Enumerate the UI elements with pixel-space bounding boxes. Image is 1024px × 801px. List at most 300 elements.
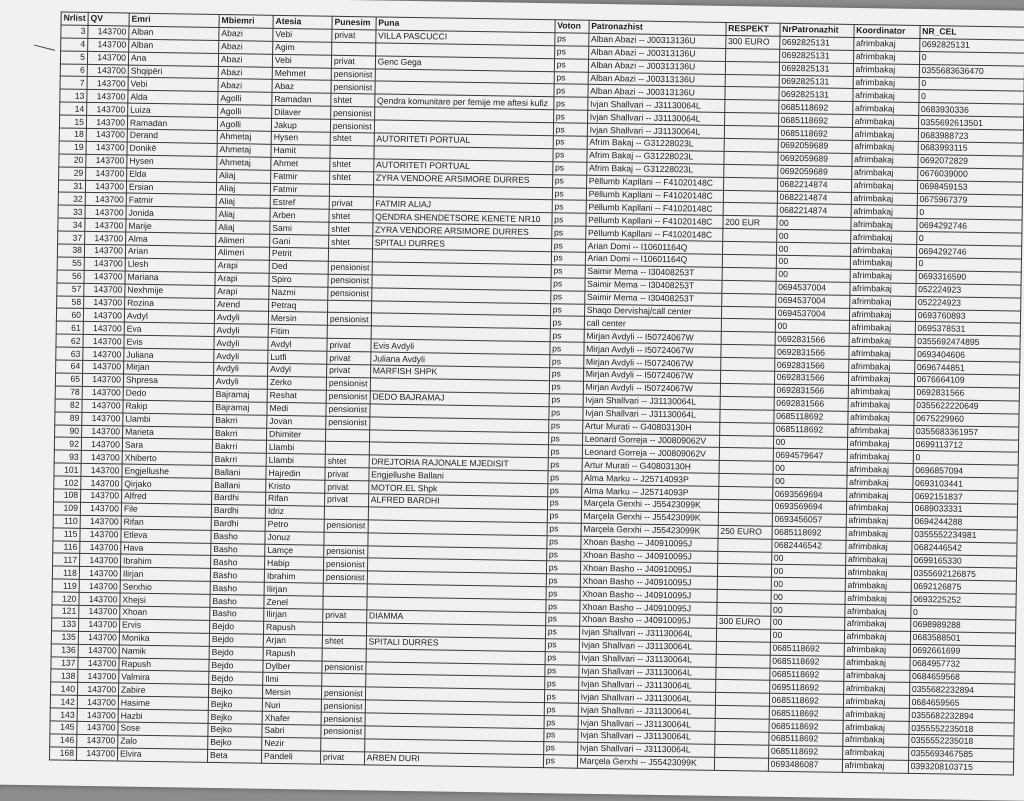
table-cell: ps	[545, 664, 579, 677]
table-cell: Xhoan Basho -- J40910095J	[580, 600, 717, 615]
table-cell: Hysen	[271, 131, 330, 145]
table-cell: ps	[552, 174, 586, 187]
table-cell: Ivjan Shallvari -- J31130064L	[579, 626, 716, 641]
table-cell: 56	[57, 270, 84, 283]
table-cell: Lutfi	[268, 350, 327, 364]
column-header: Nrlist	[61, 12, 88, 25]
table-cell: 143700	[82, 412, 123, 426]
table-cell: 0689033331	[912, 502, 1017, 517]
table-cell: Mersin	[262, 686, 321, 700]
table-cell: Artur Murati -- G40803130H	[582, 420, 719, 435]
table-cell: 052224923	[916, 283, 1021, 298]
table-cell: afrimbakaj	[844, 656, 910, 670]
table-cell: ps	[553, 97, 587, 110]
table-cell: ps	[554, 33, 588, 46]
table-cell: Afrim Bakaj -- G31228023L	[586, 162, 723, 177]
table-cell: Ahmetaj	[217, 130, 271, 144]
table-cell: Ivjan Shallvari -- J31130064L	[577, 729, 714, 744]
table-cell: 31	[58, 180, 85, 193]
table-cell: Mirjan Avdyli -- I50724067W	[584, 330, 721, 345]
table-cell: 0	[913, 451, 1018, 466]
table-cell: 143700	[79, 567, 120, 581]
table-cell: Avdyli	[214, 350, 268, 364]
table-cell: shtet	[329, 222, 373, 236]
table-cell	[722, 267, 776, 281]
table-cell: ps	[544, 703, 578, 716]
table-cell: 119	[52, 579, 79, 592]
table-cell: 0393208103715	[908, 760, 1013, 775]
table-cell: Nazmi	[269, 286, 328, 300]
table-cell: shtet	[322, 635, 366, 649]
table-cell: Arian Domi -- I10601164Q	[585, 252, 722, 267]
table-cell: 0694244288	[912, 515, 1017, 530]
column-header: Emri	[129, 13, 219, 27]
table-cell: Valmira	[119, 670, 209, 684]
table-cell: 0	[919, 77, 1024, 92]
table-cell	[724, 126, 778, 140]
table-cell: privat	[325, 480, 369, 494]
table-cell: Ahmetaj	[217, 143, 271, 157]
table-cell: Llambi	[266, 441, 325, 455]
table-cell: Habip	[264, 557, 323, 571]
table-cell: Gani	[270, 234, 329, 248]
table-cell	[714, 757, 768, 771]
table-cell	[719, 474, 773, 488]
table-cell: pensionist	[328, 274, 372, 288]
table-cell	[327, 326, 371, 340]
table-cell: Ballani	[212, 466, 266, 480]
table-cell: ps	[548, 458, 582, 471]
table-cell	[721, 319, 775, 333]
table-cell: Xhoan Basho -- J40910095J	[579, 613, 716, 628]
table-cell: 0683988723	[918, 129, 1023, 144]
table-cell: Ivjan Shallvari -- J31130064L	[578, 678, 715, 693]
table-cell: ps	[543, 742, 577, 755]
table-cell: 143700	[85, 193, 126, 207]
table-cell: 0685118692	[778, 126, 852, 140]
table-cell: Aliaj	[217, 169, 271, 183]
table-cell: shtet	[330, 132, 374, 146]
table-cell: privat	[327, 351, 371, 365]
table-cell: 143700	[80, 515, 121, 529]
table-cell: Vebi	[128, 78, 218, 92]
table-cell	[323, 583, 367, 597]
table-cell: 143700	[83, 335, 124, 349]
table-cell: Ilirjan	[264, 582, 323, 596]
column-header: Patronazhist	[589, 20, 726, 35]
table-cell: Pëllumb Kapllani -- F41020148C	[586, 188, 723, 203]
table-cell: 0694292746	[917, 219, 1022, 234]
table-cell: Avdyli	[214, 337, 268, 351]
table-cell: Bardhi	[211, 517, 265, 531]
table-cell: 143700	[81, 489, 122, 503]
table-cell: Leonard Gorreja -- J00809062V	[582, 433, 719, 448]
table-cell: 0692661699	[910, 644, 1015, 659]
table-cell: 116	[53, 540, 80, 553]
table-cell: Medi	[267, 402, 326, 416]
table-cell: shtet	[330, 158, 374, 172]
table-cell: 143700	[88, 25, 129, 39]
table-cell: Arben	[270, 209, 329, 223]
table-cell: pensionist	[321, 686, 365, 700]
table-cell: afrimbakaj	[844, 630, 910, 644]
table-cell: afrimbakaj	[851, 192, 917, 206]
table-cell: afrimbakaj	[847, 450, 913, 464]
table-cell: ps	[551, 265, 585, 278]
table-cell: Aliaj	[216, 195, 270, 209]
table-cell: 0693569694	[772, 487, 846, 501]
table-cell: Llambi	[266, 454, 325, 468]
table-cell: Agim	[273, 41, 332, 55]
table-cell: 0693486087	[768, 758, 842, 772]
table-cell: Ivjan Shallvari -- J31130064L	[587, 98, 724, 113]
table-cell: Abazi	[218, 79, 272, 93]
table-cell: 109	[53, 502, 80, 515]
table-cell: 0682446542	[772, 539, 846, 553]
table-cell: Rapush	[119, 658, 209, 672]
table-cell: Xhoan	[120, 606, 210, 620]
table-cell: Xhafer	[262, 711, 321, 725]
table-cell: ps	[544, 729, 578, 742]
table-cell: 0685118692	[769, 719, 843, 733]
table-cell: ps	[545, 626, 579, 639]
table-cell: 0692825131	[779, 75, 853, 89]
table-cell: afrimbakaj	[843, 695, 909, 709]
table-cell: Bejdo	[209, 633, 263, 647]
table-cell	[719, 461, 773, 475]
table-cell: Avdyl	[124, 310, 214, 324]
table-cell: 00	[776, 230, 850, 244]
table-cell: 0355683636470	[919, 64, 1024, 79]
table-cell	[322, 674, 366, 688]
table-cell: 0696857094	[913, 464, 1018, 479]
table-cell: afrimbakaj	[848, 398, 914, 412]
table-cell: 0699113712	[913, 438, 1018, 453]
table-cell: pensionist	[323, 570, 367, 584]
table-cell: Qirjako	[122, 477, 212, 491]
table-cell: Avdyli	[214, 324, 268, 338]
table-cell: 117	[53, 553, 80, 566]
table-cell: Mirjan Avdyli -- I50724067W	[584, 343, 721, 358]
table-cell: privat	[325, 467, 369, 481]
table-cell: 4	[61, 38, 88, 51]
table-cell: Beta	[207, 749, 261, 763]
table-cell: Pëllumb Kapllani -- F41020148C	[586, 175, 723, 190]
table-cell: Rakip	[123, 400, 213, 414]
table-cell: afrimbakaj	[849, 347, 915, 361]
table-cell: 143700	[81, 476, 122, 490]
table-cell: Pëllumb Kapllani -- F41020148C	[586, 214, 723, 229]
table-cell: 101	[54, 463, 81, 476]
table-cell: Luiza	[128, 103, 218, 117]
table-cell	[725, 87, 779, 101]
table-cell: ALFRED BARDHI	[368, 494, 547, 510]
table-cell: afrimbakaj	[852, 140, 918, 154]
table-cell: Abazi	[219, 27, 273, 41]
table-cell	[328, 248, 372, 262]
table-cell: ps	[553, 110, 587, 123]
table-cell: Xhoan Basho -- J40910095J	[580, 562, 717, 577]
table-cell: Idriz	[265, 505, 324, 519]
table-cell: Arapi	[215, 259, 269, 273]
table-cell: 143700	[87, 103, 128, 117]
table-cell	[718, 538, 772, 552]
table-cell: Pëllumb Kapllani -- F41020148C	[586, 201, 723, 216]
table-cell: 143700	[78, 631, 119, 645]
table-cell: 143700	[85, 219, 126, 233]
table-cell: afrimbakaj	[845, 579, 911, 593]
table-cell: Bejko	[208, 723, 262, 737]
table-cell: 0693404606	[915, 348, 1020, 363]
table-cell: Rifan	[121, 516, 211, 530]
table-cell: 143700	[84, 296, 125, 310]
table-cell: ps	[553, 136, 587, 149]
table-cell: pensionist	[326, 390, 370, 404]
table-cell: AUTORITETI PORTUAL	[373, 159, 552, 175]
table-cell: Dedo	[123, 387, 213, 401]
table-cell	[325, 429, 369, 443]
table-cell: Alda	[128, 90, 218, 104]
table-cell: ps	[550, 342, 584, 355]
table-cell: pensionist	[328, 287, 372, 301]
column-header: NR_CEL	[920, 25, 1024, 40]
table-cell: Ana	[128, 52, 218, 66]
table-cell: ps	[551, 226, 585, 239]
table-cell: 143700	[82, 373, 123, 387]
table-cell: 143700	[85, 206, 126, 220]
table-cell: afrimbakaj	[849, 295, 915, 309]
table-cell: Bakrri	[212, 427, 266, 441]
table-cell: 5	[60, 51, 87, 64]
table-cell: Bejko	[208, 698, 262, 712]
table-cell: Ivjan Shallvari -- J31130064L	[587, 123, 724, 138]
table-cell: Genc Gega	[375, 56, 554, 72]
table-cell: 00	[770, 603, 844, 617]
table-cell: 0	[910, 605, 1015, 620]
table-cell: Arjan	[263, 634, 322, 648]
table-cell: 118	[52, 566, 79, 579]
table-cell: 57	[57, 283, 84, 296]
table-cell: 0693316590	[916, 270, 1021, 285]
table-cell: 00	[773, 436, 847, 450]
table-cell: ps	[549, 394, 583, 407]
table-cell: 140	[50, 682, 77, 695]
table-cell: 0355692474895	[915, 335, 1020, 350]
table-cell: Alimeri	[216, 234, 270, 248]
table-cell: afrimbakaj	[847, 463, 913, 477]
table-cell: 0695378531	[915, 322, 1020, 337]
table-cell: 0682214874	[777, 178, 851, 192]
table-cell: 0694537004	[775, 294, 849, 308]
table-cell: ps	[544, 690, 578, 703]
table-cell: pensionist	[323, 558, 367, 572]
table-cell: Ibrahim	[120, 554, 210, 568]
table-cell: Elvira	[117, 748, 207, 762]
table-cell: 6	[60, 64, 87, 77]
table-cell	[715, 693, 769, 707]
table-cell: 0694537004	[775, 307, 849, 321]
table-cell: Ramadan	[127, 116, 217, 130]
table-cell: Marçela Gerxhi -- J55423099K	[581, 510, 718, 525]
table-cell: Ivjan Shallvari -- J31130064L	[578, 703, 715, 718]
table-cell: 15	[59, 115, 86, 128]
table-cell: Alban Abazi -- J00313136U	[588, 46, 725, 61]
table-cell: 00	[770, 629, 844, 643]
table-cell: 143700	[80, 528, 121, 542]
table-cell: 250 EURO	[718, 525, 772, 539]
table-cell: Avdyli	[214, 311, 268, 325]
table-cell: 0684957732	[910, 657, 1015, 672]
table-cell: 60	[56, 308, 83, 321]
table-cell: pensionist	[331, 68, 375, 82]
table-cell: Alban Abazi -- J00313136U	[588, 72, 725, 87]
table-cell: 0695118692	[769, 681, 843, 695]
table-cell: Bardhi	[211, 504, 265, 518]
table-cell	[715, 718, 769, 732]
table-cell: 00	[771, 565, 845, 579]
table-cell: 32	[58, 192, 85, 205]
table-cell: pensionist	[322, 661, 366, 675]
table-cell: 143700	[84, 270, 125, 284]
table-cell: 0693225252	[911, 593, 1016, 608]
table-cell: 0698989288	[910, 618, 1015, 633]
table-cell: 00	[776, 255, 850, 269]
table-cell: 37	[58, 231, 85, 244]
table-cell: afrimbakaj	[844, 643, 910, 657]
table-cell: Alma	[126, 232, 216, 246]
table-cell: Avdyli	[213, 375, 267, 389]
table-cell: ps	[545, 638, 579, 651]
table-cell: Abazi	[218, 66, 272, 80]
table-cell: 0355692613501	[918, 116, 1023, 131]
table-cell: pensionist	[321, 712, 365, 726]
table-cell	[725, 48, 779, 62]
column-header: Voton	[555, 20, 589, 33]
table-cell: afrimbakaj	[852, 128, 918, 142]
table-cell: 0676664109	[914, 373, 1019, 388]
table-cell: 0694579647	[773, 449, 847, 463]
table-cell: 0	[919, 90, 1024, 105]
table-cell: 143700	[84, 244, 125, 258]
table-cell: 7	[60, 76, 87, 89]
table-cell: 143700	[86, 128, 127, 142]
table-cell: 143700	[77, 721, 118, 735]
table-cell	[329, 184, 373, 198]
table-cell: Llesh	[125, 258, 215, 272]
table-cell	[332, 42, 376, 56]
table-cell: 63	[56, 347, 83, 360]
table-cell: Dilaver	[272, 106, 331, 120]
table-cell: 38	[57, 244, 84, 257]
table-cell: 143700	[77, 708, 118, 722]
table-cell	[724, 138, 778, 152]
table-cell: Bejko	[208, 710, 262, 724]
table-cell: 0685118692	[768, 732, 842, 746]
column-header: Koordinator	[854, 24, 920, 38]
table-cell: Ded	[269, 260, 328, 274]
table-cell: afrimbakaj	[850, 282, 916, 296]
table-cell: 143700	[79, 554, 120, 568]
table-cell: ps	[549, 368, 583, 381]
table-cell: Rapush	[263, 621, 322, 635]
table-cell: 00	[771, 590, 845, 604]
table-cell: ps	[548, 419, 582, 432]
table-cell: 0692831566	[775, 333, 849, 347]
table-cell: Ilirjan	[120, 567, 210, 581]
table-cell: 121	[52, 605, 79, 618]
table-cell: ps	[551, 252, 585, 265]
table-cell: Basho	[210, 582, 264, 596]
table-cell: 143700	[78, 618, 119, 632]
table-cell: 0692126875	[911, 580, 1016, 595]
table-cell: 0698459153	[917, 180, 1022, 195]
table-cell: 0692831566	[774, 358, 848, 372]
table-cell: 20	[59, 154, 86, 167]
table-cell: 0684659568	[909, 670, 1014, 685]
table-cell: 0692151837	[912, 489, 1017, 504]
table-cell: Mehmet	[272, 67, 331, 81]
table-cell: Sose	[118, 722, 208, 736]
table-cell: 00	[773, 474, 847, 488]
table-cell: 143700	[83, 322, 124, 336]
column-header: QV	[88, 12, 129, 26]
table-cell	[325, 442, 369, 456]
table-cell: 110	[53, 515, 80, 528]
table-cell: Dhimiter	[266, 428, 325, 442]
table-cell: Agolli	[217, 118, 271, 132]
table-cell	[719, 422, 773, 436]
table-cell: 0692059689	[778, 152, 852, 166]
table-cell	[721, 306, 775, 320]
table-cell	[720, 370, 774, 384]
table-cell	[723, 190, 777, 204]
table-cell: ps	[547, 522, 581, 535]
table-cell: Hajredin	[266, 466, 325, 480]
table-cell: privat	[329, 197, 373, 211]
table-cell: afrimbakaj	[847, 437, 913, 451]
table-cell: Bakrri	[212, 453, 266, 467]
table-cell: 143700	[76, 747, 117, 761]
table-cell: 0693103441	[913, 477, 1018, 492]
table-cell: 143700	[80, 502, 121, 516]
table-cell	[720, 409, 774, 423]
table-cell: Ibrahim	[264, 570, 323, 584]
table-cell: Bardhi	[211, 491, 265, 505]
table-cell: Petraq	[269, 299, 328, 313]
table-cell: afrimbakaj	[846, 488, 912, 502]
table-cell: ps	[543, 754, 577, 767]
table-cell: 19	[59, 141, 86, 154]
table-cell: Marçela Gerxhi -- J55423099K	[577, 755, 714, 770]
table-cell	[324, 532, 368, 546]
table-cell: 052224923	[915, 296, 1020, 311]
table-cell: 0692825131	[779, 36, 853, 50]
table-cell: Basho	[210, 556, 264, 570]
table-cell: ps	[552, 213, 586, 226]
table-cell: afrimbakaj	[850, 269, 916, 283]
table-cell: Hamit	[271, 144, 330, 158]
table-cell: Xhoan Basho -- J40910095J	[580, 587, 717, 602]
table-cell	[717, 602, 771, 616]
table-cell: ps	[553, 149, 587, 162]
table-cell: afrimbakaj	[849, 334, 915, 348]
table-cell: ps	[549, 406, 583, 419]
table-cell: Artur Murati -- G40803130H	[582, 459, 719, 474]
table-cell: 143700	[78, 657, 119, 671]
table-cell	[322, 648, 366, 662]
table-cell: pensionist	[330, 119, 374, 133]
table-cell	[720, 396, 774, 410]
